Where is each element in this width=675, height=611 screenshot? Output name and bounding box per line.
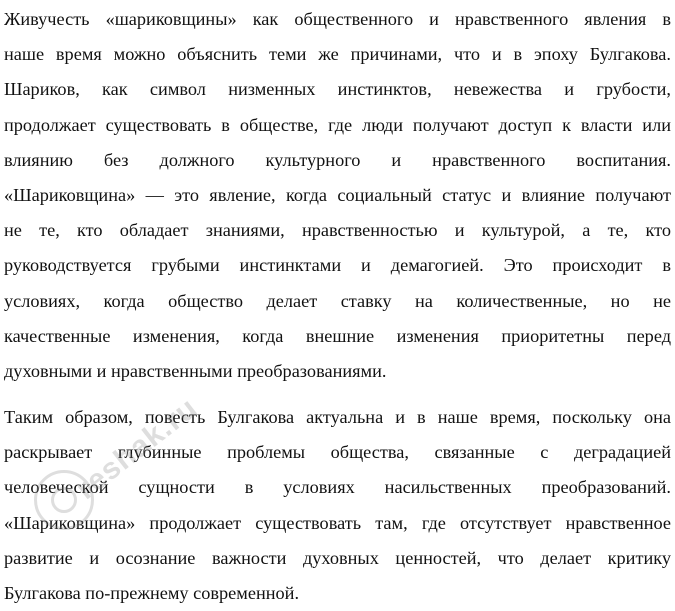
text-line: Таким образом, повесть Булгакова актуальна и в наше время, поскольку она	[4, 407, 671, 428]
text-line: человеческой сущности в условиях насильственных преобразований.	[4, 477, 671, 498]
text-line: условиях, когда общество делает ставку на количественные, но не	[4, 290, 671, 311]
text-line: руководствуется грубыми инстинктами и демагогией. Это происходит в	[4, 255, 671, 276]
document-body	[4, 0, 671, 611]
watermark-text: reshak.ru	[70, 391, 204, 507]
text-line: влиянию без должного культурного и нравственного воспитания.	[4, 149, 671, 170]
text-line: Шариков, как символ низменных инстинктов, невежества и грубости,	[4, 79, 671, 100]
text-line: наше время можно объяснить теми же причинами, что и в эпоху Булгакова.	[4, 44, 671, 65]
paragraph-2	[4, 400, 671, 611]
paragraph-1	[4, 2, 671, 389]
text-line: «Шариковщина» — это явление, когда социальный статус и влияние получают	[4, 184, 671, 205]
text-line: «Шариковщина» продолжает существовать там, где отсутствует нравственное	[4, 512, 671, 533]
text-line: раскрывает глубинные проблемы общества, связанные с деградацией	[4, 442, 671, 463]
text-line: Живучесть «шариковщины» как общественного и нравственного явления в	[4, 9, 671, 29]
text-line: Булгакова по-прежнему современной.	[4, 583, 300, 603]
text-line: продолжает существовать в обществе, где люди получают доступ к власти или	[4, 114, 671, 135]
text-line: качественные изменения, когда внешние изменения приоритетны перед	[4, 325, 671, 346]
text-line: духовными и нравственными преобразованиями.	[4, 360, 387, 381]
text-line: не те, кто обладает знаниями, нравственностью и культурой, а те, кто	[4, 220, 671, 241]
text-line: развитие и осознание важности духовных ценностей, что делает критику	[4, 547, 671, 568]
